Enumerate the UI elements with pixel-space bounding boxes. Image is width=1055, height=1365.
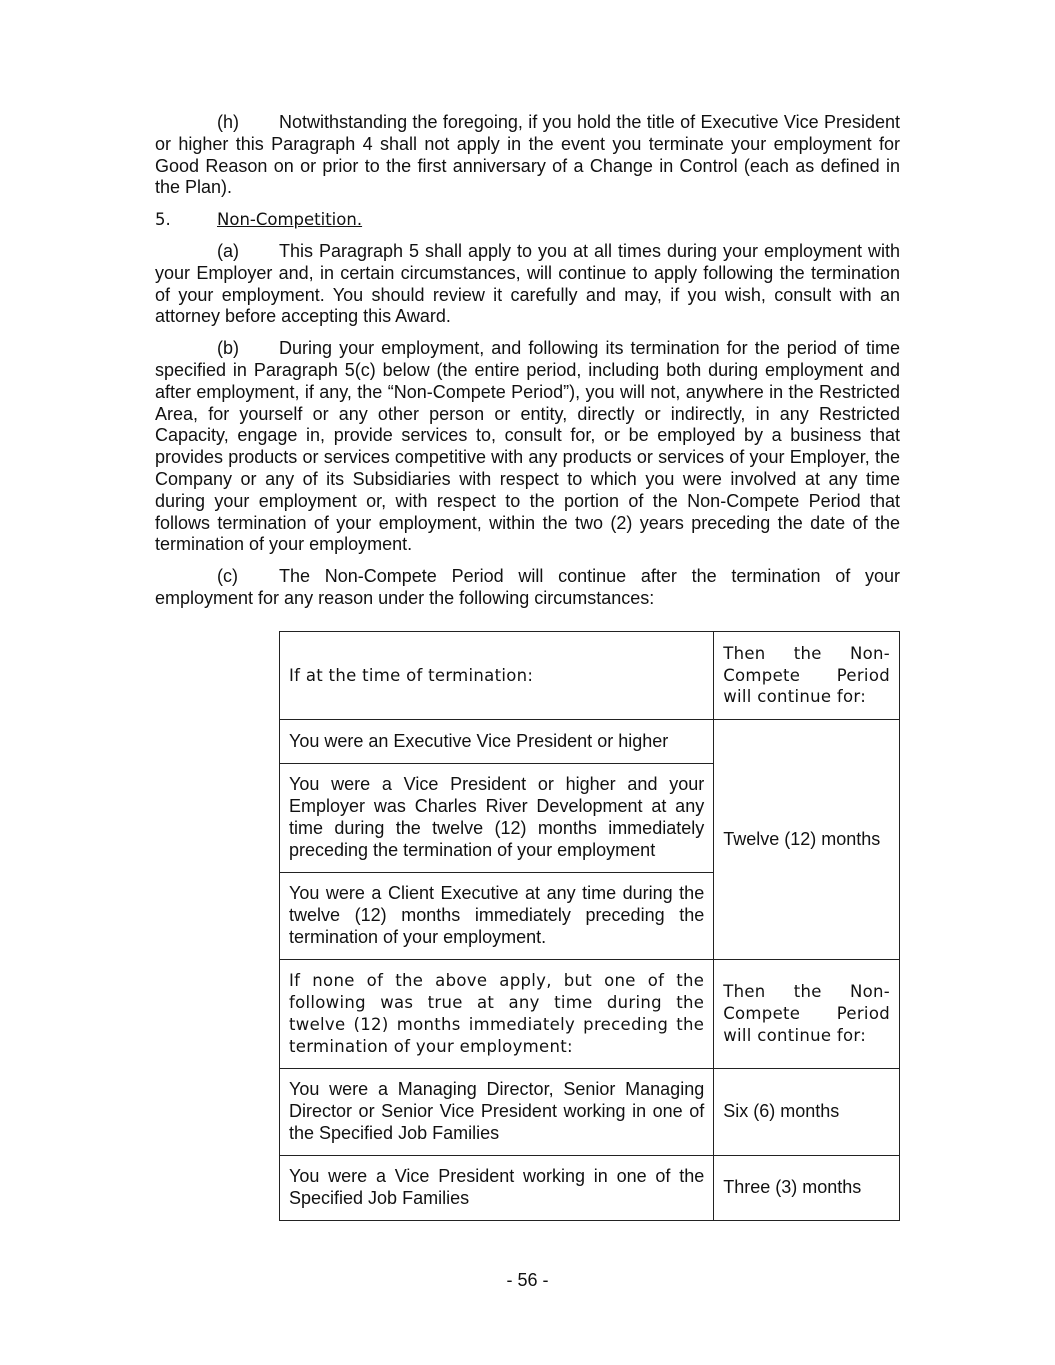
table-header-right: Then the Non-Compete Period will continue for: <box>714 632 900 720</box>
table-cell-managing-director: You were a Managing Director, Senior Managing Director or Senior Vice President working in one of the Specified Job Families <box>280 1069 714 1156</box>
table-cell-six-months: Six (6) months <box>714 1069 900 1156</box>
table-header-left: If at the time of termination: <box>280 632 714 720</box>
table-cell-client-executive: You were a Client Executive at any time during the twelve (12) months immediately preceding the termination of your employment. <box>280 873 714 960</box>
paragraph-label: (h) <box>217 112 239 132</box>
table-subheader-right: Then the Non-Compete Period will continue for: <box>714 960 900 1069</box>
paragraph-5b <box>155 338 900 556</box>
table-header-row <box>280 632 900 720</box>
table-row <box>280 1156 900 1221</box>
table-cell-vice-president: You were a Vice President working in one of the Specified Job Families <box>280 1156 714 1221</box>
table-subheader-row <box>280 960 900 1069</box>
paragraph-5c <box>155 566 900 610</box>
non-compete-table <box>279 631 900 1221</box>
section-title: Non-Competition. <box>217 210 363 230</box>
document-body <box>155 112 900 620</box>
paragraph-text: This Paragraph 5 shall apply to you at all times during your employment with your Employer and, in certain circumstances, will continue to apply following the termination of your employment. You should review it carefully and may, if you wish, consult with an attorney before accepting this Award. <box>155 240 900 327</box>
table-cell-evp: You were an Executive Vice President or higher <box>280 720 714 764</box>
table-cell-vp-crd: You were a Vice President or higher and your Employer was Charles River Development at any time during the twelve (12) months immediately preceding the termination of your employment <box>280 764 714 873</box>
paragraph-text: During your employment, and following its termination for the period of time specified in Paragraph 5(c) below (the entire period, including both during employment and after employment, if any, the “Non-Compete Period”), you will not, anywhere in the Restricted Area, for yourself or any other person or entity, directly or indirectly, in any Restricted Capacity, engage in, provide services to, consult for, or be employed by a business that provides products or services competitive with any products or services of your Employer, the Company or any of its Subsidiaries with respect to which you were involved at any time during your employment or, with respect to the portion of the Non-Compete Period that follows termination of your employment, within the two (2) years preceding the date of the termination of your employment. <box>155 338 900 555</box>
paragraph-text: Notwithstanding the foregoing, if you hold the title of Executive Vice President or higher this Paragraph 4 shall not apply in the event you terminate your employment for Good Reason on or prior to the first anniversary of a Change in Control (each as defined in the Plan). <box>155 112 900 198</box>
table-cell-three-months: Three (3) months <box>714 1156 900 1221</box>
paragraph-4h <box>155 112 900 199</box>
paragraph-5a <box>155 241 900 328</box>
paragraph-label: (b) <box>217 338 239 359</box>
table-subheader-left: If none of the above apply, but one of the following was true at any time during the twelve (12) months immediately preceding the termination of your employment: <box>280 960 714 1069</box>
table-row <box>280 720 900 764</box>
paragraph-label: (c) <box>217 566 238 587</box>
page-number: - 56 - <box>506 1270 549 1290</box>
paragraph-text: The Non-Compete Period will continue after the termination of your employment for any reason under the following circumstances: <box>155 566 900 608</box>
paragraph-label: (a) <box>217 240 239 261</box>
table-row <box>280 1069 900 1156</box>
section-heading-5 <box>155 209 900 231</box>
section-number: 5. <box>155 210 171 230</box>
table-cell-twelve-months: Twelve (12) months <box>714 720 900 960</box>
